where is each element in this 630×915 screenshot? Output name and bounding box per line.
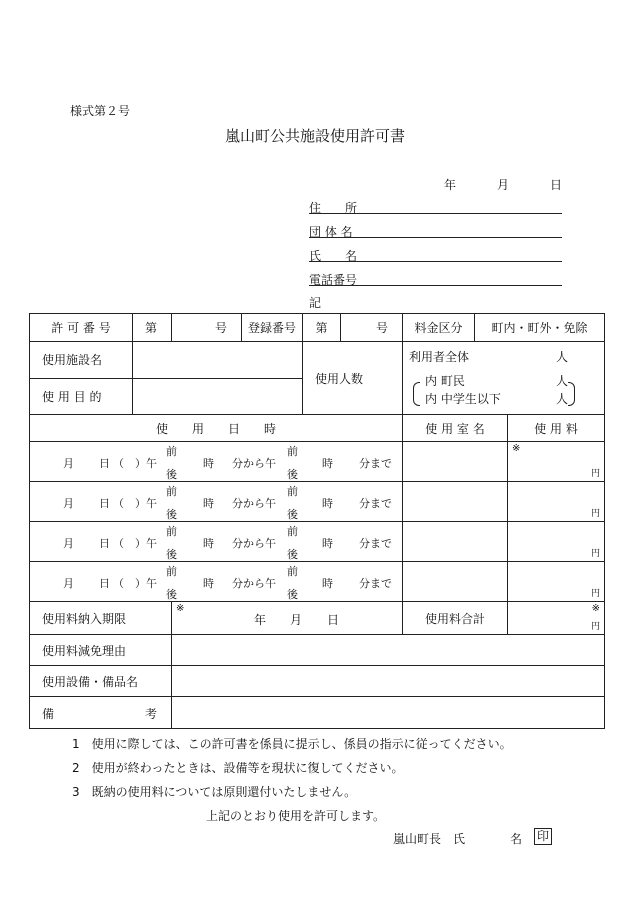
user-count-label: 使用人数 [303,342,403,415]
time-slot-row [30,442,605,482]
facility-name-value[interactable] [133,342,303,379]
fee-cell[interactable] [508,522,605,562]
deadline-label: 使用料納入期限 [30,602,172,635]
fee-cell[interactable] [508,482,605,522]
time-slot-row [30,562,605,602]
users-students-label: 内 中学生以下 [425,392,501,406]
use-datetime-header: 使 用 日 時 [30,415,403,442]
reduction-reason-value[interactable] [172,635,605,666]
users-town-label: 内 町民 [425,374,465,388]
organization-label: 団 体 名 [309,225,353,239]
note-mark: ※ [512,443,521,454]
mayor-label: 嵐山町長 氏 [393,832,466,846]
form-number: 様式第２号 [70,104,131,118]
remarks-char-1: 備 [42,707,55,721]
time-slot[interactable]: 月 日 （ ） 午 前 後 時 分から午 前 後 時 分まで [63,525,392,561]
users-students-unit: 人 [556,392,569,406]
approval-statement: 上記のとおり使用を許可します。 [206,809,386,823]
deadline-value[interactable] [172,602,403,635]
yen-unit: 円 [591,509,601,519]
phone-label: 電話番号 [309,273,358,287]
equipment-label: 使用設備・備品名 [30,666,172,697]
note-3: 3 既納の使用料については原則還付いたしません。 [72,785,357,799]
fee-total-yen: 円 [591,622,601,632]
page-title: 嵐山町公共施設使用許可書 [224,127,405,145]
registration-go: 号 [341,314,403,342]
user-count-box [403,342,605,415]
room-cell[interactable] [403,562,508,602]
remarks-label [30,697,172,729]
time-slot-row [30,522,605,562]
address-line[interactable] [309,213,562,214]
name-label: 氏 名 [309,249,358,263]
remarks-value[interactable] [172,697,605,729]
yen-unit: 円 [591,589,601,599]
reduction-reason-label: 使用料減免理由 [30,635,172,666]
users-town-unit: 人 [556,374,569,388]
deadline-note-mark: ※ [176,603,185,614]
fee-total-note-mark: ※ [591,603,601,614]
seal-icon: 印 [534,828,552,845]
name-line[interactable] [309,261,562,262]
date-day: 日 [550,178,563,192]
bracket-left [413,382,420,406]
deadline-year: 年 [254,613,267,627]
fee-cell[interactable] [508,442,605,482]
room-cell[interactable] [403,522,508,562]
permit-table [29,313,605,729]
date-month: 月 [497,178,510,192]
mayor-name-char: 名 [510,832,523,846]
equipment-value[interactable] [172,666,605,697]
users-total-unit: 人 [556,350,569,364]
purpose-label: 使 用 目 的 [30,378,133,415]
address-label: 住 所 [309,201,358,215]
fee-total-value[interactable] [508,602,605,635]
fee-total-label: 使用料合計 [403,602,508,635]
record-label: 記 [309,296,322,310]
room-cell[interactable] [403,442,508,482]
registration-number-label: 登録番号 [242,314,303,342]
organization-line[interactable] [309,237,562,238]
time-slot[interactable]: 月 日 （ ） 午 前 後 時 分から午 前 後 時 分まで [63,445,392,481]
fee-category-value[interactable]: 町内・町外・免除 [475,314,605,342]
fee-cell[interactable] [508,562,605,602]
time-slot[interactable]: 月 日 （ ） 午 前 後 時 分から午 前 後 時 分まで [63,485,392,521]
users-total-label: 利用者全体 [409,350,470,364]
time-slot-row [30,482,605,522]
room-name-header: 使 用 室 名 [403,415,508,442]
phone-line[interactable] [309,285,562,286]
yen-unit: 円 [591,469,601,479]
permit-go: 号 [172,314,242,342]
fee-category-label: 料金区分 [403,314,475,342]
permit-number-label: 許 可 番 号 [30,314,133,342]
facility-name-label: 使用施設名 [30,342,133,379]
yen-unit: 円 [591,549,601,559]
room-cell[interactable] [403,482,508,522]
bracket-right [568,382,575,406]
date-year: 年 [444,178,457,192]
permit-dai: 第 [133,314,172,342]
seal-stamp [534,828,552,845]
time-slot[interactable]: 月 日 （ ） 午 前 後 時 分から午 前 後 時 分まで [63,565,392,601]
purpose-value[interactable] [133,378,303,415]
registration-dai: 第 [303,314,341,342]
note-2: 2 使用が終わったときは、設備等を現状に復してください。 [72,761,404,775]
deadline-day: 日 [327,613,340,627]
note-1: 1 使用に際しては、この許可書を係員に提示し、係員の指示に従ってください。 [72,737,512,751]
remarks-char-2: 考 [145,707,158,721]
deadline-month: 月 [290,613,303,627]
fee-header: 使 用 料 [508,415,605,442]
